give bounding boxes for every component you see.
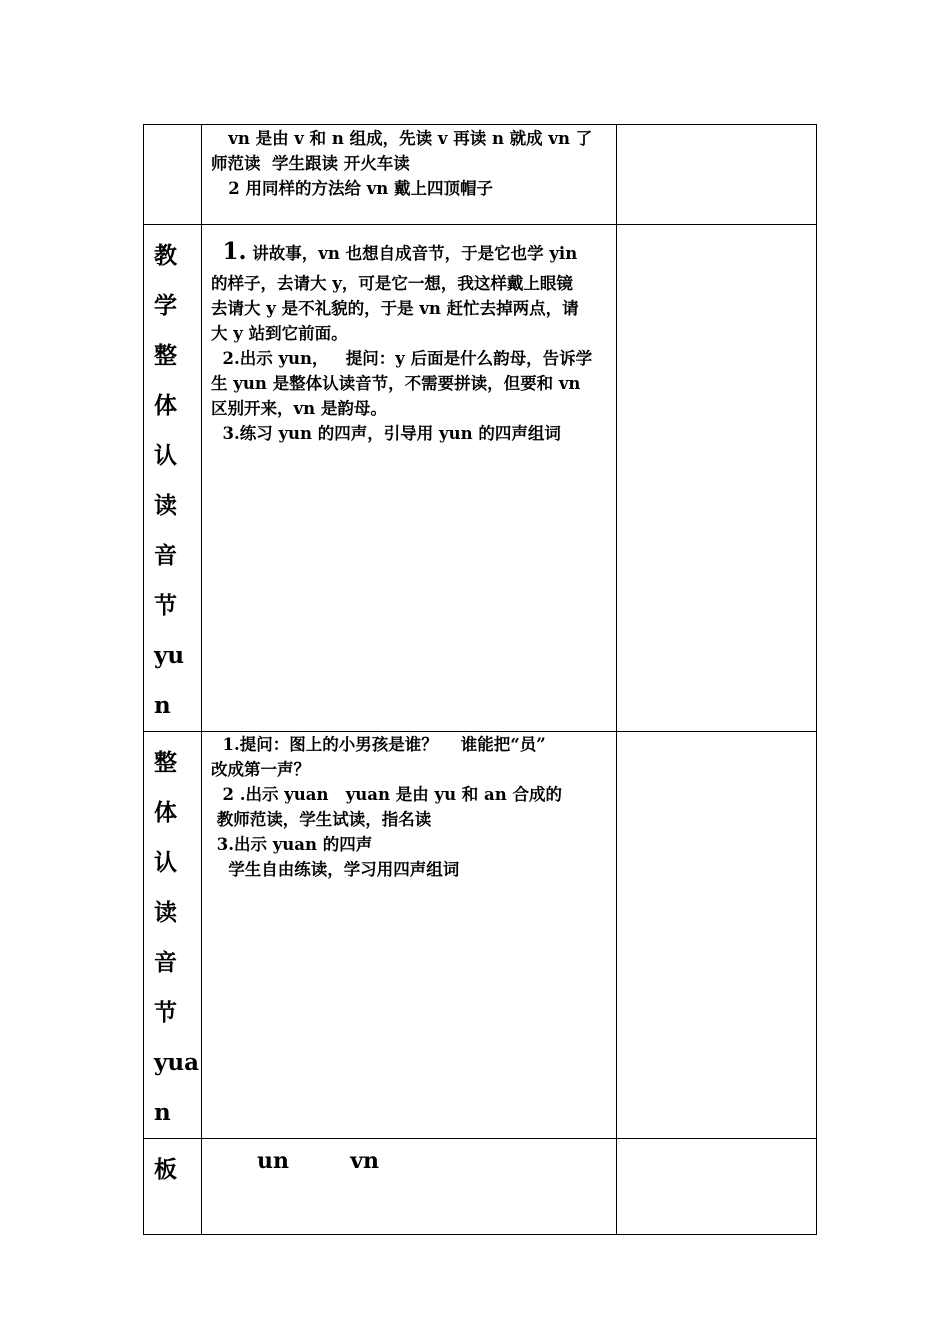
content-line: 2.出示 yun， 提问：y 后面是什么韵母，告诉学 — [211, 349, 593, 368]
content-line — [211, 235, 610, 271]
content-line: 去请大 y 是不礼貌的，于是 vn 赶忙去掉两点，请 — [211, 299, 579, 318]
row-content-board — [202, 1139, 617, 1235]
label-char: 节 — [154, 592, 177, 619]
content-line: 3.出示 yuan 的四声 — [211, 835, 373, 854]
label-char: n — [154, 692, 171, 719]
label-char: n — [154, 1099, 171, 1126]
label-char: 学 — [154, 292, 177, 319]
row-label-yuan — [144, 732, 202, 1139]
label-char: 整 — [154, 749, 177, 776]
label-char: 音 — [154, 542, 177, 569]
content-line: 1.提问：图上的小男孩是谁？ 谁能把“员” — [211, 735, 546, 754]
label-char: 读 — [154, 899, 177, 926]
content-line: 3.练习 yun 的四声，引导用 yun 的四声组词 — [211, 424, 561, 443]
step-text: 讲故事，vn 也想自成音节，于是它也学 yin — [246, 244, 578, 263]
content-line: 2 用同样的方法给 vn 戴上四顶帽子 — [211, 179, 494, 198]
table-row — [144, 125, 817, 225]
label-char: 体 — [154, 392, 177, 419]
step-number: 1. — [222, 238, 247, 265]
table-row — [144, 225, 817, 732]
label-char: 教 — [154, 242, 177, 269]
label-char: 认 — [154, 442, 177, 469]
content-line: 区别开来，vn 是韵母。 — [211, 399, 387, 418]
notes-cell — [617, 1139, 817, 1235]
label-char: 板 — [154, 1156, 177, 1183]
content-line: 的样子，去请大 y，可是它一想，我这样戴上眼镜 — [211, 274, 573, 293]
board-text: un vn — [211, 1148, 380, 1174]
label-char: 体 — [154, 799, 177, 826]
row-content-vn-intro — [202, 125, 617, 225]
table-row — [144, 1139, 817, 1235]
label-char: 音 — [154, 949, 177, 976]
notes-cell — [617, 732, 817, 1139]
row-label-empty — [144, 125, 202, 225]
content-line: 教师范读，学生试读，指名读 — [211, 810, 432, 829]
row-label-board — [144, 1139, 202, 1235]
lesson-plan-table — [143, 124, 817, 1235]
content-line: 改成第一声？ — [211, 760, 310, 779]
label-char: 节 — [154, 999, 177, 1026]
content-line: vn 是由 v 和 n 组成，先读 v 再读 n 就成 vn 了 — [211, 129, 593, 148]
label-char: 整 — [154, 342, 177, 369]
notes-cell — [617, 225, 817, 732]
table-row — [144, 732, 817, 1139]
label-char: yua — [154, 1049, 199, 1076]
label-char: yu — [154, 642, 185, 669]
content-line: 大 y 站到它前面。 — [211, 324, 348, 343]
row-content-yun — [202, 225, 617, 732]
label-char: 读 — [154, 492, 177, 519]
content-line: 师范读 学生跟读 开火车读 — [211, 154, 410, 173]
content-line: 学生自由练读，学习用四声组词 — [211, 860, 460, 879]
row-label-yun — [144, 225, 202, 732]
content-line: 2 .出示 yuan yuan 是由 yu 和 an 合成的 — [211, 785, 562, 804]
content-line: 生 yun 是整体认读音节，不需要拼读，但要和 vn — [211, 374, 581, 393]
notes-cell — [617, 125, 817, 225]
label-char: 认 — [154, 849, 177, 876]
row-content-yuan — [202, 732, 617, 1139]
